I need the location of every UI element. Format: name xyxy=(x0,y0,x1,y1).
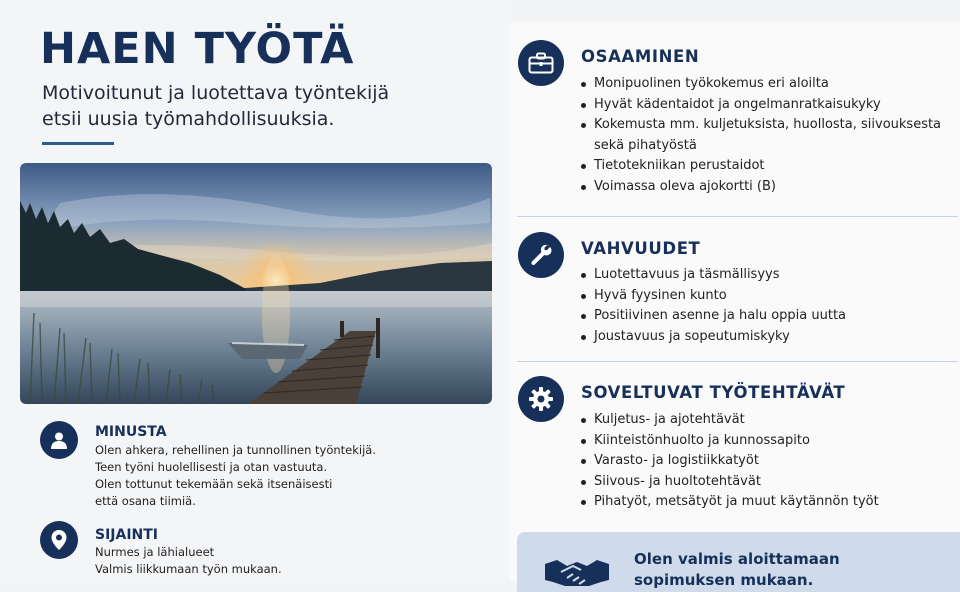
page-title: HAEN TYÖTÄ xyxy=(40,24,355,74)
list-item: Varasto- ja logistiikkatyöt xyxy=(580,451,879,472)
list-item: Voimassa oleva ajokortti (B) xyxy=(580,177,941,198)
accent-divider xyxy=(42,142,114,145)
tagline-line-2: etsii uusia työmahdollisuuksia. xyxy=(42,108,335,130)
briefcase-icon xyxy=(518,40,564,86)
map-pin-icon xyxy=(40,521,78,559)
about-line: Olen ahkera, rehellinen ja tunnollinen työntekijä. xyxy=(95,443,376,457)
strengths-title: VAHVUUDET xyxy=(581,239,701,258)
list-item: Luotettavuus ja täsmällisyys xyxy=(580,265,846,286)
cta-text xyxy=(634,549,840,591)
tagline xyxy=(42,80,482,132)
tasks-title: SOVELTUVAT TYÖTEHTÄVÄT xyxy=(581,383,846,402)
list-item: Pihatyöt, metsätyöt ja muut käytännön työt xyxy=(580,492,879,513)
list-item: Hyvät kädentaidot ja ongelmanratkaisukyky xyxy=(580,95,941,116)
lake-photo xyxy=(20,163,492,404)
handshake-icon xyxy=(543,556,611,590)
about-title: MINUSTA xyxy=(95,424,167,440)
list-item: Kokemusta mm. kuljetuksista, huollosta, siivouksesta xyxy=(580,115,941,136)
wrench-icon xyxy=(518,232,564,278)
location-line: Nurmes ja lähialueet xyxy=(95,545,215,559)
skills-title: OSAAMINEN xyxy=(581,47,700,66)
about-line: Teen työni huolellisesti ja otan vastuuta. xyxy=(95,460,328,474)
list-item: Positiivinen asenne ja halu oppia uutta xyxy=(580,306,846,327)
list-item: Joustavuus ja sopeutumiskyky xyxy=(580,327,846,348)
tagline-line-1: Motivoitunut ja luotettava työntekijä xyxy=(42,82,390,104)
about-line: että osana tiimiä. xyxy=(95,494,196,508)
about-line: Olen tottunut tekemään sekä itsenäisesti xyxy=(95,477,333,491)
location-line: Valmis liikkumaan työn mukaan. xyxy=(95,562,282,576)
gear-icon xyxy=(518,376,564,422)
list-item: Siivous- ja huoltotehtävät xyxy=(580,472,879,493)
list-item: Hyvä fyysinen kunto xyxy=(580,286,846,307)
strengths-list xyxy=(580,265,846,347)
section-divider xyxy=(517,216,958,217)
location-title: SIJAINTI xyxy=(95,527,159,543)
cta-line-2: sopimuksen mukaan. xyxy=(634,571,814,589)
section-divider xyxy=(517,361,958,362)
list-item: Kuljetus- ja ajotehtävät xyxy=(580,410,879,431)
list-item: Monipuolinen työkokemus eri aloilta xyxy=(580,74,941,95)
list-item-continuation: sekä pihatyöstä xyxy=(594,137,697,153)
list-item: Kiinteistönhuolto ja kunnossapito xyxy=(580,431,879,452)
about-text xyxy=(95,442,376,510)
list-item: Tietotekniikan perustaidot xyxy=(580,156,941,177)
location-text xyxy=(95,544,282,578)
user-icon xyxy=(40,421,78,459)
tasks-list xyxy=(580,410,879,513)
cta-line-1: Olen valmis aloittamaan xyxy=(634,550,840,568)
skills-list xyxy=(580,74,941,197)
